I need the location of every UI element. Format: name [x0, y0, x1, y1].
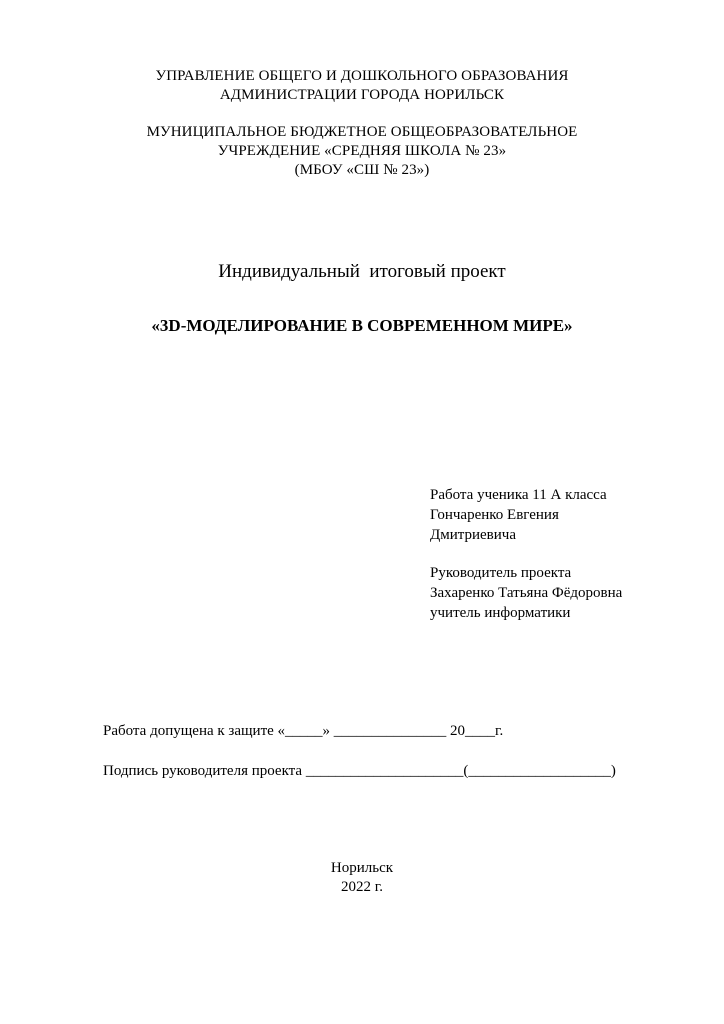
- department-line-2: АДМИНИСТРАЦИИ ГОРОДА НОРИЛЬСК: [219, 87, 505, 103]
- city: Норильск: [330, 860, 394, 876]
- project-type: Индивидуальный итоговый проект: [218, 261, 506, 282]
- year: 2022 г.: [341, 879, 383, 895]
- school-short-name: (МБОУ «СШ № 23»): [294, 162, 430, 178]
- project-title: «3D-МОДЕЛИРОВАНИЕ В СОВРЕМЕННОМ МИРЕ»: [151, 316, 573, 335]
- student-class-line: Работа ученика 11 А класса: [430, 487, 607, 503]
- supervisor-name: Захаренко Татьяна Фёдоровна: [430, 585, 623, 601]
- student-name-line-2: Дмитриевича: [430, 527, 516, 543]
- supervisor-label: Руководитель проекта: [430, 565, 572, 581]
- supervisor-signature-line: Подпись руководителя проекта _____________________(___________________): [103, 763, 616, 779]
- student-name-line-1: Гончаренко Евгения: [430, 507, 559, 523]
- admitted-to-defense-line: Работа допущена к защите «_____» _______________ 20____г.: [103, 723, 504, 739]
- department-line-1: УПРАВЛЕНИЕ ОБЩЕГО И ДОШКОЛЬНОГО ОБРАЗОВАНИЯ: [155, 68, 569, 84]
- school-line-1: МУНИЦИПАЛЬНОЕ БЮДЖЕТНОЕ ОБЩЕОБРАЗОВАТЕЛЬНОЕ: [146, 124, 578, 140]
- supervisor-position: учитель информатики: [430, 605, 571, 621]
- school-line-2: УЧРЕЖДЕНИЕ «СРЕДНЯЯ ШКОЛА № 23»: [217, 143, 507, 159]
